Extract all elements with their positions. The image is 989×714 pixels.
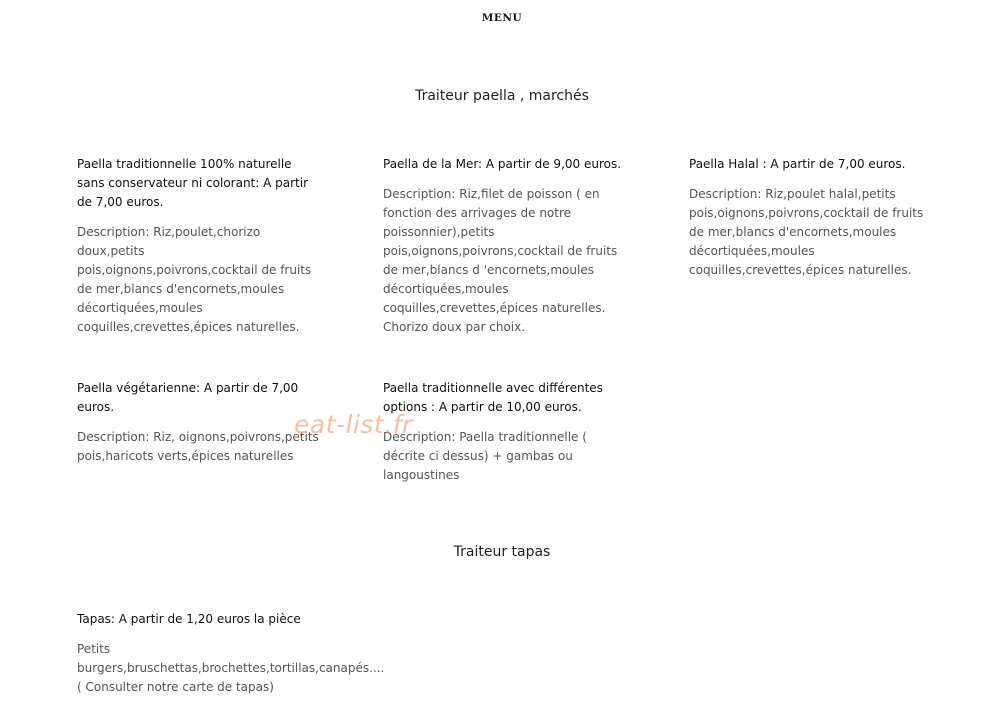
menu-item-paella-options (383, 379, 618, 485)
item-description: Description: Riz,poulet halal,petits pois,oignons,poivrons,cocktail de fruits de mer,blancs d'encornets,moules décortiquées,moules coquilles,crevettes,épices naturelles. (689, 187, 924, 277)
menu-item-paella-de-la-mer (383, 155, 633, 337)
item-description: Petits burgers,bruschettas,brochettes,tortillas,canapés.... ( Consulter notre carte de tapas) (77, 642, 385, 694)
item-description: Description: Riz,poulet,chorizo doux,petits pois,oignons,poivrons,cocktail de fruits de mer,blancs d'encornets,moules décortiquées,moules coquilles,crevettes,épices naturelles. (77, 225, 312, 334)
watermark-text: eat-list.fr (294, 410, 413, 439)
section-title-paella: Traiteur paella , marchés (415, 88, 589, 104)
item-description: Description: Riz,filet de poisson ( en fonction des arrivages de notre poissonnier),petits pois,oignons,poivrons,cocktail de fruits de mer,blancs d 'encornets,moules décortiquées,moules coquilles,crevettes,épices naturelles. Chorizo doux par choix. (383, 187, 618, 334)
item-title: Paella végétarienne: A partir de 7,00 euros. (77, 381, 299, 414)
menu-item-paella-halal (689, 155, 929, 280)
item-title: Paella Halal : A partir de 7,00 euros. (689, 157, 906, 171)
menu-item-tapas (77, 610, 387, 697)
item-title: Tapas: A partir de 1,20 euros la pièce (77, 612, 301, 626)
item-title: Paella de la Mer: A partir de 9,00 euros. (383, 157, 622, 171)
menu-heading: MENU (481, 12, 523, 24)
section-title-tapas: Traiteur tapas (453, 544, 551, 560)
item-description: Description: Riz, oignons,poivrons,petits pois,haricots verts,épices naturelles (77, 430, 319, 463)
item-title: Paella traditionnelle 100% naturelle sans conservateur ni colorant: A partir de 7,00 euros. (77, 157, 309, 209)
item-title: Paella traditionnelle avec différentes options : A partir de 10,00 euros. (383, 381, 603, 414)
menu-item-paella-traditionnelle (77, 155, 322, 337)
menu-item-paella-vegetarienne (77, 379, 322, 466)
item-description: Description: Paella traditionnelle ( décrite ci dessus) + gambas ou langoustines (383, 430, 587, 482)
